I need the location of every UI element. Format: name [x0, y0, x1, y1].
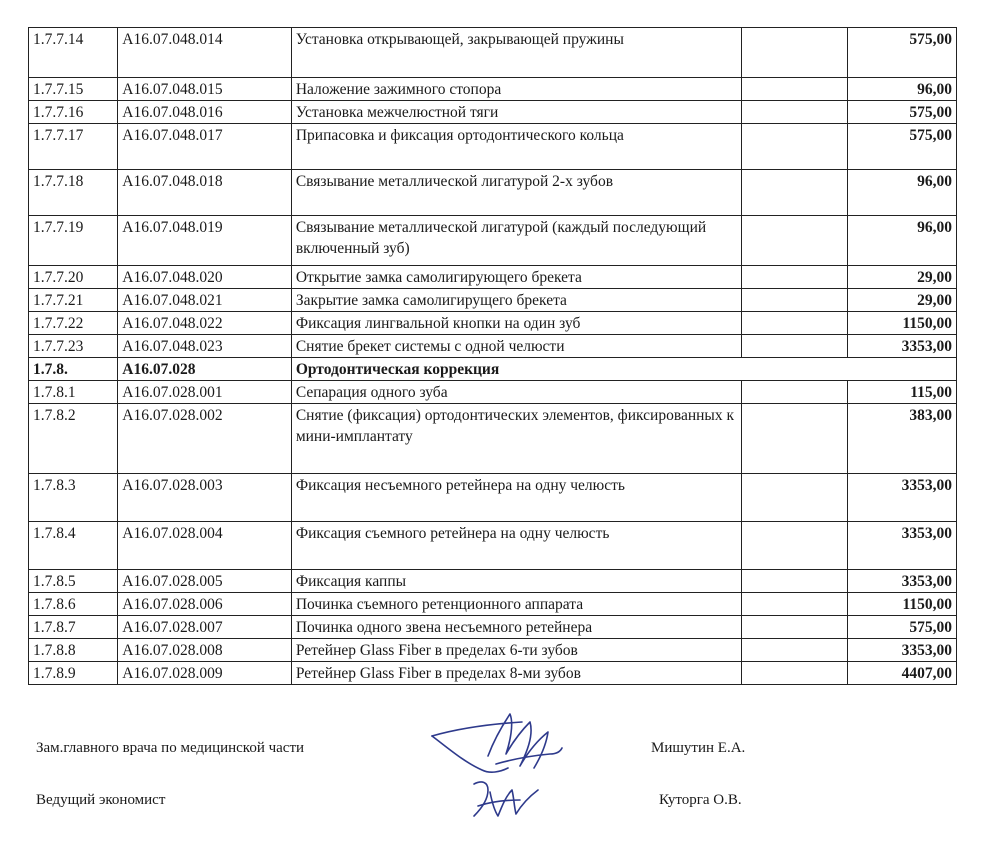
service-code: A16.07.048.021 — [118, 289, 292, 312]
row-number: 1.7.7.22 — [29, 312, 118, 335]
table-row — [29, 474, 957, 522]
service-name: Починка съемного ретенционного аппарата — [291, 593, 741, 616]
row-number: 1.7.8.5 — [29, 570, 118, 593]
service-price: 96,00 — [847, 170, 956, 216]
service-price: 3353,00 — [847, 570, 956, 593]
service-name: Ретейнер Glass Fiber в пределах 6-ти зубов — [291, 639, 741, 662]
blank-cell — [742, 639, 847, 662]
blank-cell — [742, 216, 847, 266]
blank-cell — [742, 28, 847, 78]
service-code: A16.07.048.017 — [118, 124, 292, 170]
table-row — [29, 289, 957, 312]
row-number: 1.7.7.19 — [29, 216, 118, 266]
blank-cell — [742, 312, 847, 335]
service-code: A16.07.028.007 — [118, 616, 292, 639]
service-price: 1150,00 — [847, 312, 956, 335]
service-price: 29,00 — [847, 289, 956, 312]
service-price: 115,00 — [847, 381, 956, 404]
row-number: 1.7.7.15 — [29, 78, 118, 101]
row-number: 1.7.7.14 — [29, 28, 118, 78]
table-row — [29, 312, 957, 335]
service-code: A16.07.048.014 — [118, 28, 292, 78]
service-price: 3353,00 — [847, 639, 956, 662]
section-row — [29, 358, 957, 381]
blank-cell — [742, 593, 847, 616]
service-name: Снятие брекет системы с одной челюсти — [291, 335, 741, 358]
row-number: 1.7.8.2 — [29, 404, 118, 474]
blank-cell — [742, 78, 847, 101]
service-code: A16.07.028 — [118, 358, 292, 381]
service-price: 575,00 — [847, 28, 956, 78]
service-code: A16.07.048.018 — [118, 170, 292, 216]
service-code: A16.07.028.002 — [118, 404, 292, 474]
service-code: A16.07.028.004 — [118, 522, 292, 570]
service-code: A16.07.048.016 — [118, 101, 292, 124]
service-code: A16.07.048.023 — [118, 335, 292, 358]
service-code: A16.07.028.008 — [118, 639, 292, 662]
table-row — [29, 335, 957, 358]
service-code: A16.07.028.003 — [118, 474, 292, 522]
row-number: 1.7.7.17 — [29, 124, 118, 170]
service-name: Установка межчелюстной тяги — [291, 101, 741, 124]
service-name: Припасовка и фиксация ортодонтического кольца — [291, 124, 741, 170]
service-name: Починка одного звена несъемного ретейнера — [291, 616, 741, 639]
table-row — [29, 266, 957, 289]
service-name: Связывание металлической лигатурой (каждый последующий включенный зуб) — [291, 216, 741, 266]
blank-cell — [742, 124, 847, 170]
price-table-body — [29, 28, 957, 685]
service-price: 575,00 — [847, 101, 956, 124]
service-name: Фиксация каппы — [291, 570, 741, 593]
row-number: 1.7.7.23 — [29, 335, 118, 358]
table-row — [29, 124, 957, 170]
table-row — [29, 216, 957, 266]
table-row — [29, 662, 957, 685]
service-code: A16.07.048.020 — [118, 266, 292, 289]
service-price: 1150,00 — [847, 593, 956, 616]
blank-cell — [742, 522, 847, 570]
table-row — [29, 28, 957, 78]
row-number: 1.7.8.8 — [29, 639, 118, 662]
table-row — [29, 381, 957, 404]
blank-cell — [742, 381, 847, 404]
service-price: 29,00 — [847, 266, 956, 289]
table-row — [29, 616, 957, 639]
row-number: 1.7.8.6 — [29, 593, 118, 616]
table-row — [29, 522, 957, 570]
deputy-name: Мишутин Е.А. — [651, 740, 746, 756]
table-row — [29, 78, 957, 101]
service-price: 3353,00 — [847, 474, 956, 522]
service-code: A16.07.028.001 — [118, 381, 292, 404]
economist-title: Ведущий экономист — [36, 792, 166, 808]
table-row — [29, 593, 957, 616]
section-title: Ортодонтическая коррекция — [291, 358, 956, 381]
deputy-title: Зам.главного врача по медицинской части — [36, 740, 305, 756]
service-name: Фиксация лингвальной кнопки на один зуб — [291, 312, 741, 335]
row-number: 1.7.8.7 — [29, 616, 118, 639]
blank-cell — [742, 404, 847, 474]
service-code: A16.07.028.009 — [118, 662, 292, 685]
blank-cell — [742, 101, 847, 124]
service-name: Открытие замка самолигирующего брекета — [291, 266, 741, 289]
service-price: 96,00 — [847, 216, 956, 266]
service-price: 383,00 — [847, 404, 956, 474]
service-code: A16.07.028.005 — [118, 570, 292, 593]
row-number: 1.7.7.20 — [29, 266, 118, 289]
handwritten-signature — [430, 710, 580, 830]
economist-name: Куторга О.В. — [659, 792, 742, 808]
service-name: Снятие (фиксация) ортодонтических элементов, фиксированных к мини-имплантату — [291, 404, 741, 474]
blank-cell — [742, 335, 847, 358]
blank-cell — [742, 616, 847, 639]
table-row — [29, 639, 957, 662]
row-number: 1.7.7.21 — [29, 289, 118, 312]
service-price: 3353,00 — [847, 522, 956, 570]
service-name: Наложение зажимного стопора — [291, 78, 741, 101]
blank-cell — [742, 662, 847, 685]
service-price: 3353,00 — [847, 335, 956, 358]
service-name: Ретейнер Glass Fiber в пределах 8-ми зубов — [291, 662, 741, 685]
service-name: Связывание металлической лигатурой 2-х зубов — [291, 170, 741, 216]
table-row — [29, 170, 957, 216]
service-name: Закрытие замка самолигирущего брекета — [291, 289, 741, 312]
service-name: Сепарация одного зуба — [291, 381, 741, 404]
row-number: 1.7.7.16 — [29, 101, 118, 124]
blank-cell — [742, 474, 847, 522]
service-code: A16.07.048.015 — [118, 78, 292, 101]
row-number: 1.7.8. — [29, 358, 118, 381]
table-row — [29, 404, 957, 474]
service-code: A16.07.028.006 — [118, 593, 292, 616]
blank-cell — [742, 170, 847, 216]
table-row — [29, 101, 957, 124]
service-price: 575,00 — [847, 616, 956, 639]
row-number: 1.7.8.4 — [29, 522, 118, 570]
table-row — [29, 570, 957, 593]
row-number: 1.7.8.3 — [29, 474, 118, 522]
service-price: 575,00 — [847, 124, 956, 170]
service-name: Установка открывающей, закрывающей пружины — [291, 28, 741, 78]
service-name: Фиксация несъемного ретейнера на одну челюсть — [291, 474, 741, 522]
row-number: 1.7.8.9 — [29, 662, 118, 685]
service-code: A16.07.048.019 — [118, 216, 292, 266]
blank-cell — [742, 570, 847, 593]
service-name: Фиксация съемного ретейнера на одну челюсть — [291, 522, 741, 570]
blank-cell — [742, 289, 847, 312]
price-table — [28, 27, 957, 685]
service-price: 96,00 — [847, 78, 956, 101]
row-number: 1.7.8.1 — [29, 381, 118, 404]
service-code: A16.07.048.022 — [118, 312, 292, 335]
blank-cell — [742, 266, 847, 289]
row-number: 1.7.7.18 — [29, 170, 118, 216]
service-price: 4407,00 — [847, 662, 956, 685]
